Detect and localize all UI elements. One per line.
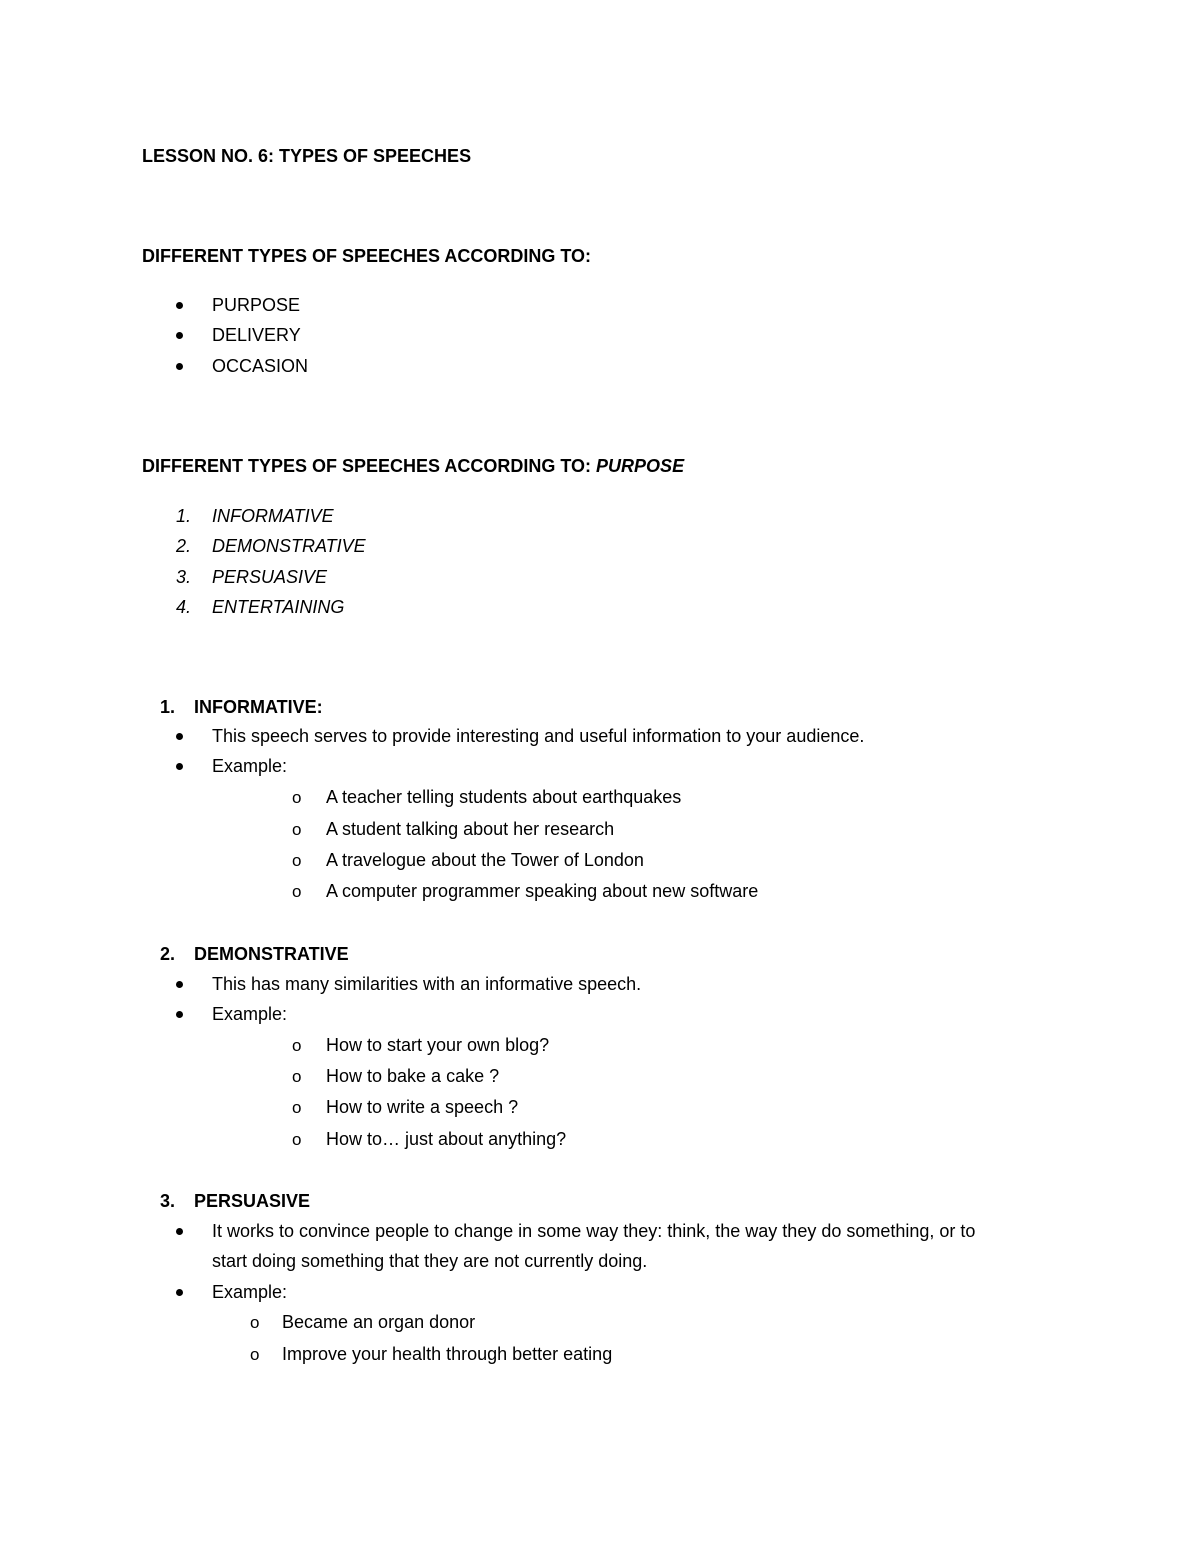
list-item: OCCASION: [212, 356, 309, 376]
purpose-heading-emphasis: PURPOSE: [596, 456, 685, 476]
list-number: 2.: [176, 536, 192, 556]
bullet-icon: [176, 981, 183, 988]
circle-bullet-icon: o: [292, 1130, 302, 1149]
bullet-text: This speech serves to provide interesting and useful information to your audience.: [212, 726, 865, 746]
bullet-text: This has many similarities with an informative speech.: [212, 974, 642, 994]
bullet-text-continued: start doing something that they are not currently doing.: [212, 1251, 648, 1271]
circle-bullet-icon: o: [292, 1098, 302, 1117]
circle-bullet-icon: o: [292, 788, 302, 807]
bullet-text: Example:: [212, 1004, 288, 1024]
example-item: A teacher telling students about earthquakes: [326, 787, 682, 807]
bullet-icon: [176, 1289, 183, 1296]
circle-bullet-icon: o: [250, 1345, 260, 1364]
bullet-icon: [176, 733, 183, 740]
example-item: A computer programmer speaking about new software: [326, 881, 759, 901]
list-item: INFORMATIVE: [212, 506, 334, 526]
list-item: PURPOSE: [212, 295, 301, 315]
bullet-icon: [176, 763, 183, 770]
example-item: A travelogue about the Tower of London: [326, 850, 644, 870]
bullet-text: Example:: [212, 1282, 288, 1302]
circle-bullet-icon: o: [292, 1067, 302, 1086]
page-title: LESSON NO. 6: TYPES OF SPEECHES: [142, 146, 472, 166]
circle-bullet-icon: o: [292, 851, 302, 870]
bullet-text: It works to convince people to change in some way they: think, the way they do something, or to: [212, 1221, 976, 1241]
example-item: Became an organ donor: [282, 1312, 476, 1332]
example-item: How to write a speech ?: [326, 1097, 519, 1117]
section-title: INFORMATIVE:: [194, 697, 323, 717]
bullet-icon: [176, 332, 183, 339]
bullet-text: Example:: [212, 756, 288, 776]
intro-heading: DIFFERENT TYPES OF SPEECHES ACCORDING TO:: [142, 246, 592, 266]
list-number: 4.: [176, 597, 192, 617]
list-item: DELIVERY: [212, 325, 301, 345]
circle-bullet-icon: o: [292, 882, 302, 901]
list-item: PERSUASIVE: [212, 567, 328, 587]
section-title: PERSUASIVE: [194, 1191, 311, 1211]
circle-bullet-icon: o: [292, 820, 302, 839]
purpose-heading: [142, 455, 684, 477]
circle-bullet-icon: o: [250, 1313, 260, 1332]
example-item: How to… just about anything?: [326, 1129, 567, 1149]
bullet-icon: [176, 1011, 183, 1018]
list-number: 3.: [176, 567, 192, 587]
bullet-icon: [176, 363, 183, 370]
list-number: 1.: [176, 506, 192, 526]
example-item: Improve your health through better eating: [282, 1344, 613, 1364]
bullet-icon: [176, 302, 183, 309]
example-item: A student talking about her research: [326, 819, 615, 839]
bullet-icon: [176, 1228, 183, 1235]
section-number: 3.: [160, 1191, 176, 1211]
section-title: DEMONSTRATIVE: [194, 944, 349, 964]
list-item: ENTERTAINING: [212, 597, 345, 617]
list-item: DEMONSTRATIVE: [212, 536, 366, 556]
example-item: How to start your own blog?: [326, 1035, 550, 1055]
example-item: How to bake a cake ?: [326, 1066, 500, 1086]
section-number: 2.: [160, 944, 176, 964]
section-number: 1.: [160, 697, 176, 717]
purpose-heading-text: DIFFERENT TYPES OF SPEECHES ACCORDING TO:: [142, 456, 597, 476]
circle-bullet-icon: o: [292, 1036, 302, 1055]
